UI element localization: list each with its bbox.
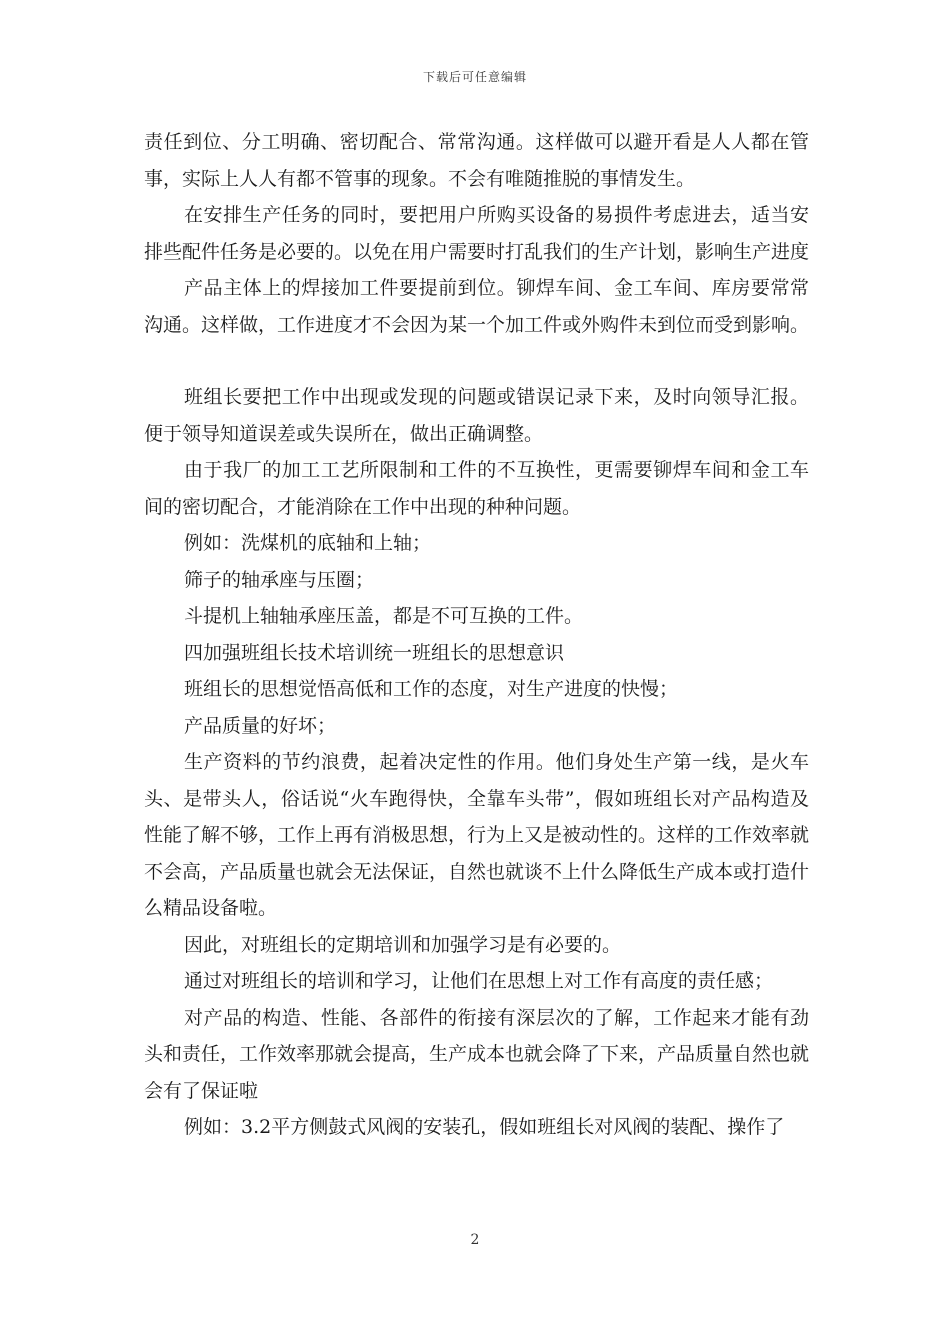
paragraph-13: 因此，对班组长的定期培训和加强学习是有必要的。 <box>184 933 622 956</box>
paragraph-8: 斗提机上轴轴承座压盖，都是不可互换的工件。 <box>184 605 584 627</box>
paragraph-3: 产品主体上的焊接加工件要提前到位。铆焊车间、金工车间、库房要常常沟通。这样做，工作进度才不会因为某一个加工件或外购件未到位而受到影响。 <box>144 277 810 336</box>
paragraph-1: 责任到位、分工明确、密切配合、常常沟通。这样做可以避开看是人人都在管事，实际上人人有都不管事的现象。不会有唯随推脱的事情发生。 <box>144 131 809 190</box>
paragraph-6: 例如：洗煤机的底轴和上轴； <box>184 532 432 554</box>
paragraph-7: 筛子的轴承座与压圈； <box>184 568 375 591</box>
paragraph-4: 班组长要把工作中出现或发现的问题或错误记录下来，及时向领导汇报。便于领导知道误差或失误所在，做出正确调整。 <box>144 386 809 445</box>
section-heading: 四加强班组长技术培训统一班组长的思想意识 <box>184 641 565 664</box>
paragraph-12: 生产资料的节约浪费，起着决定性的作用。他们身处生产第一线，是火车头、是带头人，俗话说“火车跑得快，全靠车头带”，假如班组长对产品构造及性能了解不够，工作上再有消极思想，行为上又是被动性的。这样的工作效率就不会高，产品质量也就会无法保证，自然也就谈不上什么降低生产成本或打造什么精品设备啦。 <box>144 751 810 919</box>
paragraph-2: 在安排生产任务的同时，要把用户所购买设备的易损件考虑进去，适当安排些配件任务是必要的。以免在用户需要时打乱我们的生产计划，影响生产进度 <box>144 204 810 263</box>
paragraph-15: 对产品的构造、性能、各部件的衔接有深层次的了解，工作起来才能有劲头和责任，工作效率那就会提高，生产成本也就会降了下来，产品质量自然也就会有了保证啦 <box>144 1006 810 1102</box>
page-number: 2 <box>470 1232 480 1248</box>
paragraph-11: 产品质量的好坏； <box>184 714 337 737</box>
paragraph-14: 通过对班组长的培训和学习，让他们在思想上对工作有高度的责任感； <box>184 970 774 992</box>
paragraph-5: 由于我厂的加工工艺所限制和工件的不互换性，更需要铆焊车间和金工车间的密切配合，才能消除在工作中出现的种种问题。 <box>144 459 809 518</box>
paragraph-10: 班组长的思想觉悟高低和工作的态度，对生产进度的快慢； <box>184 678 679 700</box>
document-body <box>144 124 809 1146</box>
page-header: 下载后可任意编辑 <box>422 70 527 84</box>
paragraph-16: 例如：3.2平方侧鼓式风阀的安装孔，假如班组长对风阀的装配、操作了 <box>184 1116 785 1138</box>
